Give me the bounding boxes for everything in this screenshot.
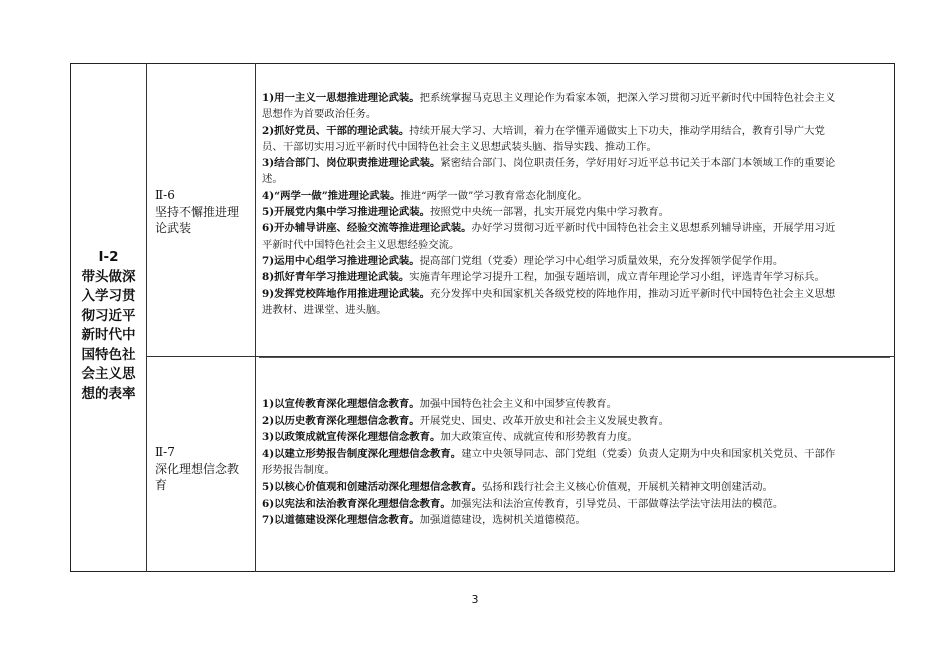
subcategory-code: Ⅱ-6 [155, 188, 175, 202]
item-heading: 以建立形势报告制度深化理想信念教育。 [274, 447, 462, 460]
list-item [262, 512, 889, 529]
category-line: 入学习贯 [81, 288, 136, 304]
list-item [262, 396, 889, 413]
item-text-continued: 员、干部切实用习近平新时代中国特色社会主义思想武装头脑、指导实践、推动工作。 [262, 140, 657, 153]
category-line: 国特色社 [81, 346, 136, 363]
subcategory-code: Ⅱ-7 [155, 445, 175, 459]
subcategory-title [155, 461, 253, 493]
item-heading: 以宪法和法治教育深化理想信念教育。 [274, 497, 451, 510]
category-line: 会主义思 [81, 366, 136, 382]
list-item [262, 446, 889, 479]
page-number: 3 [471, 593, 479, 606]
item-heading: 发挥党校阵地作用推进理论武装。 [274, 287, 431, 300]
subcategory-title-line: 论武装 [155, 221, 192, 235]
item-heading: 结合部门、岗位职责推进理论武装。 [274, 157, 441, 170]
item-heading: 以宣传教育深化理想信念教育。 [274, 398, 420, 410]
item-number: 7) [262, 254, 275, 267]
item-text: 加大政策宣传、成就宣传和形势教育力度。 [440, 431, 638, 444]
item-text: 提高部门党组（党委）理论学习中心组学习质量效果，充分发挥领学促学作用。 [419, 254, 784, 267]
item-heading: 以历史教育深化理想信念教育。 [274, 414, 420, 427]
list-item [262, 269, 889, 285]
item-number: 2) [262, 124, 275, 137]
item-text-continued: 平新时代中国特色社会主义思想经验交流。 [262, 238, 460, 251]
item-heading: 以核心价值观和创建活动深化理想信念教育。 [274, 480, 482, 493]
list-item [262, 123, 889, 156]
item-number: 6) [262, 222, 275, 235]
category-label [70, 248, 147, 404]
item-number: 3) [262, 157, 275, 170]
list-item [262, 413, 889, 430]
item-text: 加强宪法和法治宣传教育，引导党员、干部做尊法学法守法用法的模范。 [450, 497, 784, 510]
item-number: 3) [262, 431, 275, 444]
subcategory-6 [155, 187, 253, 236]
item-text: 持续开展大学习、大培训，着力在学懂弄通做实上下功夫，推动学用结合，教育引导广大党 [409, 124, 825, 137]
item-heading: 用一主义一思想推进理论武装。 [274, 92, 420, 104]
subcategory-title [155, 204, 253, 236]
item-text: 开展党史、国史、改革开放史和社会主义发展史教育。 [419, 414, 669, 427]
list-item [262, 155, 889, 188]
list-item [262, 188, 889, 204]
item-number: 4) [262, 447, 275, 460]
list-item [262, 90, 889, 123]
subcategory-7 [155, 444, 253, 493]
item-text-continued: 述。 [262, 173, 283, 186]
list-item [262, 479, 889, 496]
item-heading: 以政策成就宣传深化理想信念教育。 [274, 431, 441, 444]
item-text-continued: 思想作为首要政治任务。 [262, 108, 377, 121]
category-line: 彻习近平 [81, 307, 136, 324]
item-text: 加强道德建设，选树机关道德模范。 [419, 514, 586, 527]
item-heading: 开展党内集中学习推进理论武装。 [274, 206, 431, 219]
item-number: 7) [262, 514, 275, 527]
item-number: 5) [262, 206, 275, 219]
details-list-6 [262, 90, 889, 318]
item-text: 紧密结合部门、岗位职责任务，学好用好习近平总书记关于本部门本领域工作的重要论 [440, 157, 836, 170]
item-number: 1) [262, 398, 275, 410]
item-number: 8) [262, 271, 275, 284]
subcategory-title-line: 坚持不懈推进理 [155, 205, 240, 219]
list-item [262, 496, 889, 513]
list-item [262, 429, 889, 446]
category-line: 想的表率 [81, 385, 136, 402]
item-text: 加强中国特色社会主义和中国梦宣传教育。 [419, 398, 618, 410]
item-number: 9) [262, 287, 275, 300]
item-text: 建立中央领导同志、部门党组（党委）负责人定期为中央和国家机关党员、干部作 [461, 447, 836, 460]
item-heading: “两学一做”推进理论武装。 [274, 189, 401, 202]
item-number: 2) [262, 414, 275, 427]
category-line: 带头做深 [81, 268, 136, 285]
item-heading: 抓好青年学习推进理论武装。 [274, 271, 410, 284]
item-text: 把系统掌握马克思主义理论作为看家本领，把深入学习贯彻习近平新时代中国特色社会主义 [419, 92, 836, 104]
details-list-7 [262, 396, 889, 529]
item-text: 办好学习贯彻习近平新时代中国特色社会主义思想系列辅导讲座，开展学用习近 [471, 222, 836, 235]
item-text-continued: 形势报告制度。 [262, 464, 335, 477]
list-item [262, 253, 889, 269]
list-item [262, 286, 889, 319]
list-item [262, 204, 889, 220]
item-heading: 运用中心组学习推进理论武装。 [274, 254, 420, 267]
category-code: Ⅰ-2 [98, 249, 119, 265]
item-heading: 开办辅导讲座、经验交流等推进理论武装。 [274, 222, 472, 235]
item-heading: 抓好党员、干部的理论武装。 [274, 124, 410, 137]
item-text: 实施青年理论学习提升工程，加强专题培训，成立青年理论学习小组，评选青年学习标兵。 [409, 271, 825, 284]
subcategory-title-line: 深化理想信念教 [155, 462, 240, 476]
item-text-continued: 进教材、进课堂、进头脑。 [262, 303, 387, 316]
list-item [262, 220, 889, 253]
item-text: 推进“两学一做”学习教育常态化制度化。 [400, 189, 588, 202]
item-number: 1) [262, 92, 275, 104]
item-number: 4) [262, 189, 275, 202]
category-line: 新时代中 [81, 327, 136, 343]
item-heading: 以道德建设深化理想信念教育。 [274, 514, 420, 527]
item-text: 充分发挥中央和国家机关各级党校的阵地作用，推动习近平新时代中国特色社会主义思想 [430, 287, 836, 300]
subcategory-title-line: 育 [155, 478, 168, 492]
item-text: 按照党中央统一部署，扎实开展党内集中学习教育。 [430, 206, 669, 219]
item-text: 弘扬和践行社会主义核心价值观，开展机关精神文明创建活动。 [481, 480, 773, 493]
item-number: 5) [262, 480, 275, 493]
item-number: 6) [262, 497, 275, 510]
